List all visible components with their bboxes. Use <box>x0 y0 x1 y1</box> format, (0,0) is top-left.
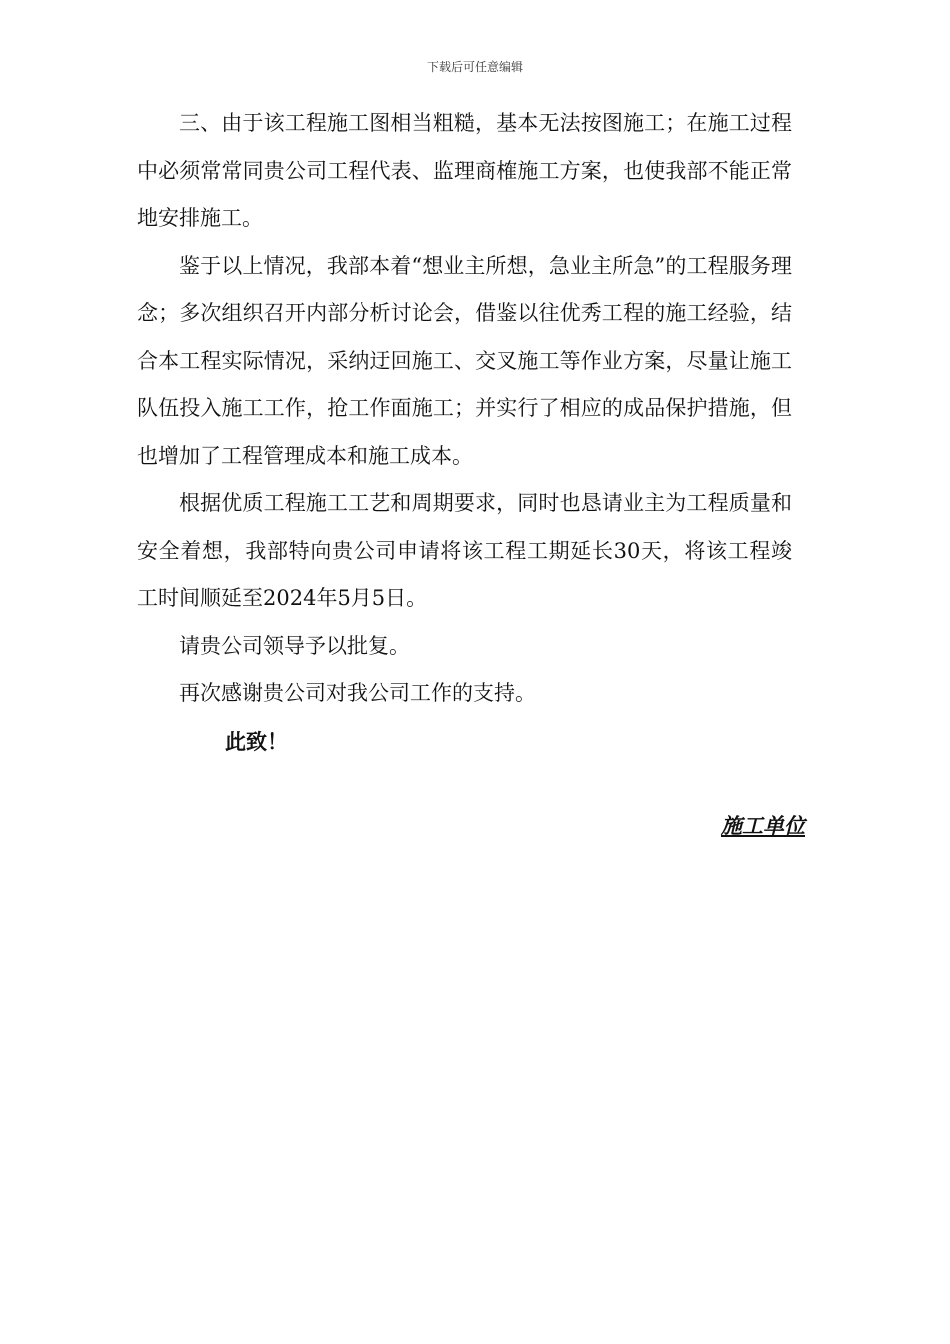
header-note: 下载后可任意编辑 <box>426 60 523 74</box>
signature-unit: 施工单位 <box>721 813 805 838</box>
letter-body <box>137 100 792 718</box>
paragraph-extension-request: 根据优质工程施工工艺和周期要求，同时也恳请业主为工程质量和安全着想，我部特向贵公司申请将该工程工期延长30天，将该工程竣工时间顺延至2024年5月5日。 <box>137 491 792 610</box>
paragraph-service-measures: 鉴于以上情况，我部本着“想业主所想，急业主所急”的工程服务理念；多次组织召开内部分析讨论会，借鉴以往优秀工程的施工经验，结合本工程实际情况，采纳迂回施工、交叉施工等作业方案，尽量让施工队伍投入施工工作，抢工作面施工；并实行了相应的成品保护措施，但也增加了工程管理成本和施工成本。 <box>137 253 792 468</box>
paragraph-approval-request: 请贵公司领导予以批复。 <box>179 633 410 658</box>
paragraph-thanks: 再次感谢贵公司对我公司工作的支持。 <box>179 681 536 705</box>
closing-salutation: 此致！ <box>225 729 288 754</box>
paragraph-construction-drawings: 三、由于该工程施工图相当粗糙，基本无法按图施工；在施工过程中必须常常同贵公司工程代表、监理商榷施工方案，也使我部不能正常地安排施工。 <box>137 111 792 230</box>
